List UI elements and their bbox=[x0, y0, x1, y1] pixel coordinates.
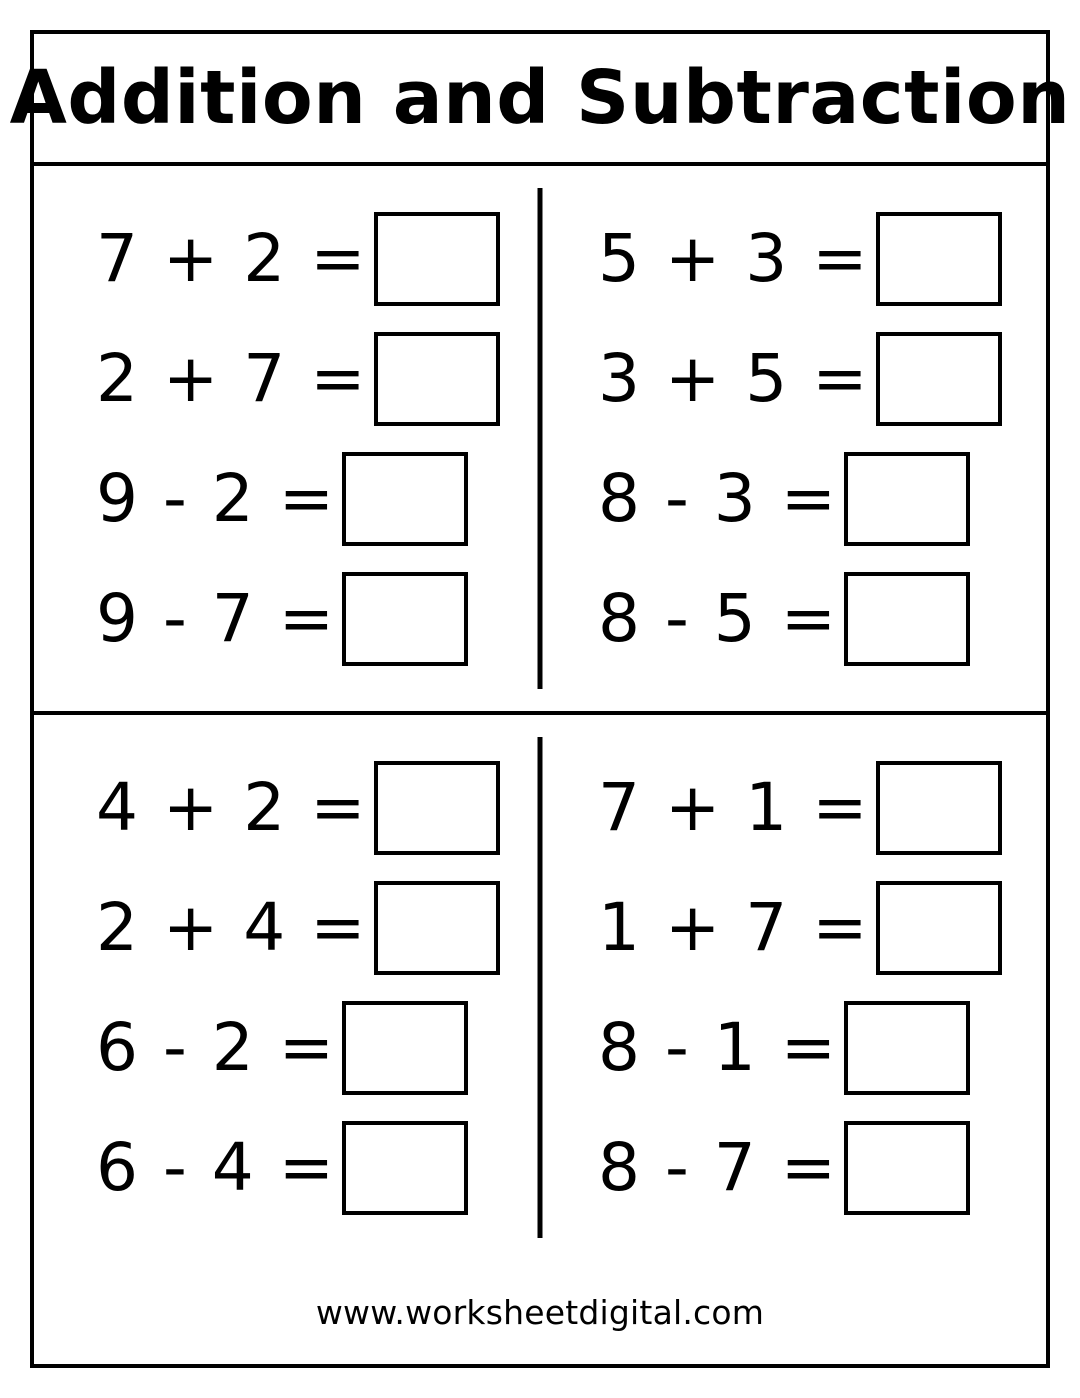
problem-row bbox=[34, 319, 540, 439]
problem-expression: 6 - 2 = bbox=[96, 1008, 337, 1086]
problem-expression: 9 - 2 = bbox=[96, 459, 337, 537]
problem-expression: 2 + 4 = bbox=[96, 888, 368, 966]
problem-expression: 8 - 1 = bbox=[598, 1008, 839, 1086]
problem-expression: 8 - 3 = bbox=[598, 459, 839, 537]
problem-row bbox=[34, 559, 540, 679]
answer-input-box[interactable] bbox=[374, 761, 500, 855]
problem-expression: 9 - 7 = bbox=[96, 579, 337, 657]
problems-row-bottom bbox=[34, 715, 1046, 1260]
footer-website-url: www.worksheetdigital.com bbox=[315, 1292, 765, 1332]
problem-expression: 8 - 7 = bbox=[598, 1128, 839, 1206]
problem-expression: 8 - 5 = bbox=[598, 579, 839, 657]
problem-expression: 6 - 4 = bbox=[96, 1128, 337, 1206]
answer-input-box[interactable] bbox=[844, 572, 970, 666]
quadrant-bottom-left bbox=[34, 715, 540, 1260]
answer-input-box[interactable] bbox=[844, 1121, 970, 1215]
problem-row bbox=[540, 1108, 1046, 1228]
quadrant-top-right bbox=[540, 166, 1046, 711]
problem-row bbox=[34, 988, 540, 1108]
answer-input-box[interactable] bbox=[342, 572, 468, 666]
answer-input-box[interactable] bbox=[876, 332, 1002, 426]
problem-expression: 7 + 1 = bbox=[598, 768, 870, 846]
worksheet-page bbox=[9, 30, 1071, 1368]
problem-row bbox=[540, 199, 1046, 319]
quadrant-bottom-right bbox=[540, 715, 1046, 1260]
answer-input-box[interactable] bbox=[374, 332, 500, 426]
answer-input-box[interactable] bbox=[844, 452, 970, 546]
answer-input-box[interactable] bbox=[342, 452, 468, 546]
problem-row bbox=[540, 559, 1046, 679]
problem-row bbox=[34, 439, 540, 559]
problem-row bbox=[540, 748, 1046, 868]
problem-expression: 7 + 2 = bbox=[96, 219, 368, 297]
answer-input-box[interactable] bbox=[342, 1001, 468, 1095]
problem-row bbox=[540, 868, 1046, 988]
answer-input-box[interactable] bbox=[876, 761, 1002, 855]
problem-expression: 1 + 7 = bbox=[598, 888, 870, 966]
problem-expression: 4 + 2 = bbox=[96, 768, 368, 846]
problem-row bbox=[34, 1108, 540, 1228]
quadrant-top-left bbox=[34, 166, 540, 711]
problem-expression: 2 + 7 = bbox=[96, 339, 368, 417]
problem-row bbox=[540, 988, 1046, 1108]
problem-row bbox=[540, 439, 1046, 559]
answer-input-box[interactable] bbox=[342, 1121, 468, 1215]
answer-input-box[interactable] bbox=[374, 212, 500, 306]
problem-row bbox=[34, 748, 540, 868]
worksheet-footer bbox=[34, 1260, 1046, 1364]
answer-input-box[interactable] bbox=[876, 212, 1002, 306]
page-title: Addition and Subtraction bbox=[9, 55, 1071, 141]
problem-expression: 5 + 3 = bbox=[598, 219, 870, 297]
answer-input-box[interactable] bbox=[844, 1001, 970, 1095]
problems-grid bbox=[34, 166, 1046, 1260]
problem-row bbox=[540, 319, 1046, 439]
problem-expression: 3 + 5 = bbox=[598, 339, 870, 417]
answer-input-box[interactable] bbox=[374, 881, 500, 975]
answer-input-box[interactable] bbox=[876, 881, 1002, 975]
worksheet-title-bar bbox=[9, 34, 1071, 166]
problems-row-top bbox=[34, 166, 1046, 715]
problem-row bbox=[34, 199, 540, 319]
problem-row bbox=[34, 868, 540, 988]
